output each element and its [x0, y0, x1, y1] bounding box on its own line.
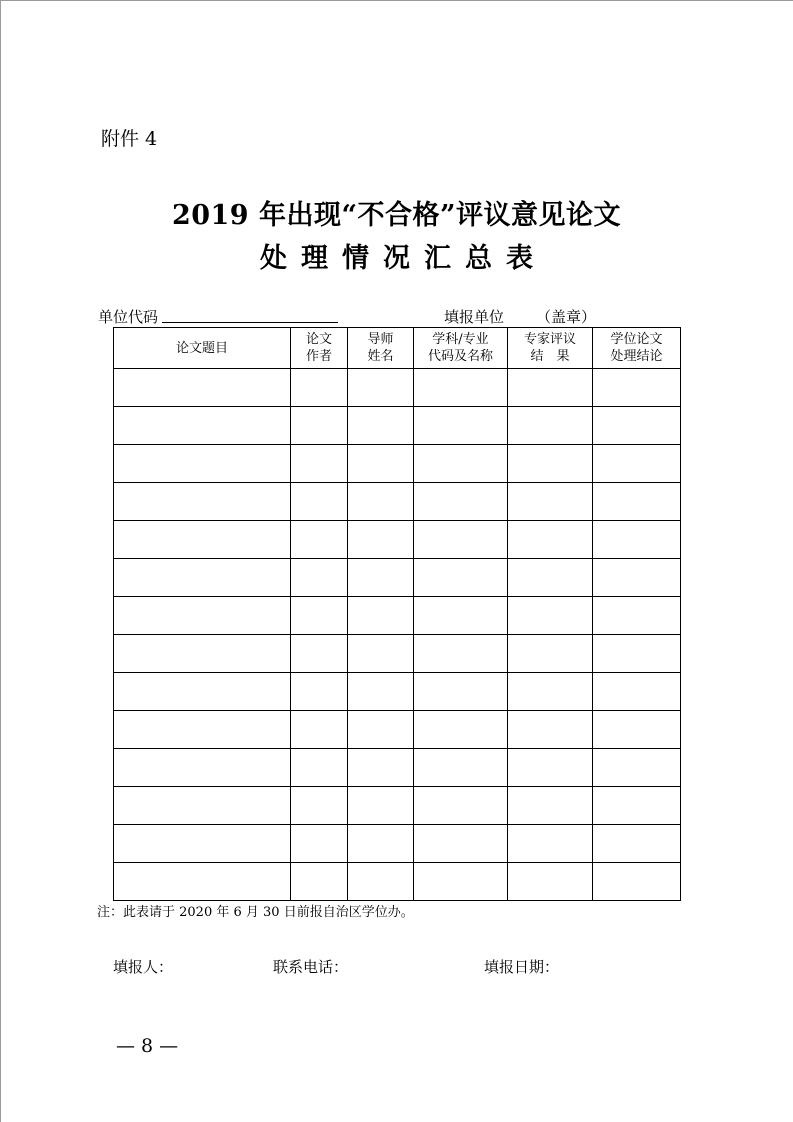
table-cell[interactable]	[508, 787, 593, 825]
table-cell[interactable]	[508, 483, 593, 521]
table-cell[interactable]	[593, 369, 681, 407]
table-cell[interactable]	[414, 369, 508, 407]
table-cell[interactable]	[414, 521, 508, 559]
fill-date-label: 填报日期：	[484, 958, 560, 976]
table-row	[114, 597, 681, 635]
table-cell[interactable]	[291, 597, 348, 635]
table-cell[interactable]	[508, 711, 593, 749]
table-row	[114, 825, 681, 863]
table-cell[interactable]	[593, 711, 681, 749]
table-row	[114, 369, 681, 407]
table-cell[interactable]	[593, 787, 681, 825]
table-cell[interactable]	[291, 521, 348, 559]
table-cell[interactable]	[593, 483, 681, 521]
table-cell[interactable]	[114, 445, 291, 483]
page-border-top	[0, 0, 793, 1]
table-cell[interactable]	[414, 749, 508, 787]
summary-table	[113, 327, 681, 901]
table-cell[interactable]	[348, 521, 414, 559]
table-cell[interactable]	[291, 825, 348, 863]
table-cell[interactable]	[114, 787, 291, 825]
table-cell[interactable]	[593, 863, 681, 901]
table-cell[interactable]	[414, 787, 508, 825]
table-row	[114, 711, 681, 749]
table-cell[interactable]	[291, 787, 348, 825]
table-cell[interactable]	[291, 711, 348, 749]
table-cell[interactable]	[414, 711, 508, 749]
table-cell[interactable]	[114, 673, 291, 711]
table-cell[interactable]	[508, 559, 593, 597]
table-cell[interactable]	[414, 445, 508, 483]
table-cell[interactable]	[348, 711, 414, 749]
page-number: — 8 —	[116, 1035, 179, 1057]
table-row	[114, 559, 681, 597]
table-cell[interactable]	[348, 597, 414, 635]
table-cell[interactable]	[114, 749, 291, 787]
table-cell[interactable]	[114, 521, 291, 559]
table-cell[interactable]	[291, 559, 348, 597]
table-cell[interactable]	[508, 673, 593, 711]
header-supervisor-name: 导师 姓名	[348, 328, 414, 369]
table-cell[interactable]	[414, 825, 508, 863]
table-cell[interactable]	[508, 521, 593, 559]
table-cell[interactable]	[593, 597, 681, 635]
table-cell[interactable]	[593, 559, 681, 597]
attachment-label: 附件 4	[101, 128, 158, 150]
phone-label: 联系电话：	[273, 958, 349, 976]
table-row	[114, 635, 681, 673]
table-cell[interactable]	[508, 597, 593, 635]
header-thesis-title: 论文题目	[114, 328, 291, 369]
table-cell[interactable]	[348, 825, 414, 863]
header-discipline-code: 学科/专业 代码及名称	[414, 328, 508, 369]
table-row	[114, 749, 681, 787]
table-cell[interactable]	[414, 597, 508, 635]
footnote: 注：此表请于 2020 年 6 月 30 日前报自治区学位办。	[97, 905, 414, 920]
table-cell[interactable]	[593, 673, 681, 711]
table-cell[interactable]	[593, 635, 681, 673]
table-row	[114, 673, 681, 711]
table-row	[114, 407, 681, 445]
fill-unit-label: 填报单位	[444, 308, 505, 326]
page-border-left	[0, 0, 1, 1122]
table-cell[interactable]	[348, 787, 414, 825]
table-cell[interactable]	[114, 483, 291, 521]
table-cell[interactable]	[291, 445, 348, 483]
table-cell[interactable]	[291, 407, 348, 445]
header-thesis-author: 论文 作者	[291, 328, 348, 369]
table-cell[interactable]	[348, 673, 414, 711]
table-cell[interactable]	[291, 635, 348, 673]
table-cell[interactable]	[414, 483, 508, 521]
table-cell[interactable]	[348, 559, 414, 597]
table-cell[interactable]	[508, 445, 593, 483]
header-processing-conclusion: 学位论文 处理结论	[593, 328, 681, 369]
table-cell[interactable]	[348, 407, 414, 445]
table-cell[interactable]	[508, 635, 593, 673]
table-cell[interactable]	[291, 483, 348, 521]
table-body	[114, 369, 681, 901]
table-row	[114, 483, 681, 521]
table-cell[interactable]	[348, 863, 414, 901]
document-title-line1: 2019 年出现“不合格”评议意见论文	[171, 200, 622, 231]
table-cell[interactable]	[508, 863, 593, 901]
table-cell[interactable]	[414, 407, 508, 445]
document-title-line2: 处理情况汇总表	[260, 243, 547, 274]
table-cell[interactable]	[593, 521, 681, 559]
table-cell[interactable]	[291, 863, 348, 901]
table-cell[interactable]	[114, 635, 291, 673]
table-row	[114, 787, 681, 825]
table-cell[interactable]	[593, 749, 681, 787]
table-cell[interactable]	[348, 483, 414, 521]
table-cell[interactable]	[114, 863, 291, 901]
table-cell[interactable]	[114, 369, 291, 407]
table-cell[interactable]	[508, 825, 593, 863]
table-cell[interactable]	[114, 711, 291, 749]
table-cell[interactable]	[414, 673, 508, 711]
table-cell[interactable]	[114, 825, 291, 863]
unit-code-label: 单位代码	[98, 308, 159, 326]
unit-code-underline	[162, 322, 338, 323]
table-cell[interactable]	[348, 749, 414, 787]
table-cell[interactable]	[348, 369, 414, 407]
table-cell[interactable]	[593, 407, 681, 445]
table-cell[interactable]	[414, 559, 508, 597]
table-cell[interactable]	[291, 749, 348, 787]
table-cell[interactable]	[508, 369, 593, 407]
table-cell[interactable]	[348, 445, 414, 483]
table-cell[interactable]	[291, 369, 348, 407]
table-row	[114, 445, 681, 483]
table-cell[interactable]	[114, 407, 291, 445]
table-cell[interactable]	[593, 825, 681, 863]
table-cell[interactable]	[593, 445, 681, 483]
header-expert-review: 专家评议 结 果	[508, 328, 593, 369]
table-cell[interactable]	[414, 863, 508, 901]
table-header-row	[114, 328, 681, 369]
table-row	[114, 521, 681, 559]
filler-label: 填报人：	[113, 958, 174, 976]
table-cell[interactable]	[114, 597, 291, 635]
table-row	[114, 863, 681, 901]
seal-label: （盖章）	[536, 308, 597, 326]
table-cell[interactable]	[508, 407, 593, 445]
table-cell[interactable]	[114, 559, 291, 597]
table-cell[interactable]	[414, 635, 508, 673]
table-cell[interactable]	[508, 749, 593, 787]
table-cell[interactable]	[291, 673, 348, 711]
table-cell[interactable]	[348, 635, 414, 673]
